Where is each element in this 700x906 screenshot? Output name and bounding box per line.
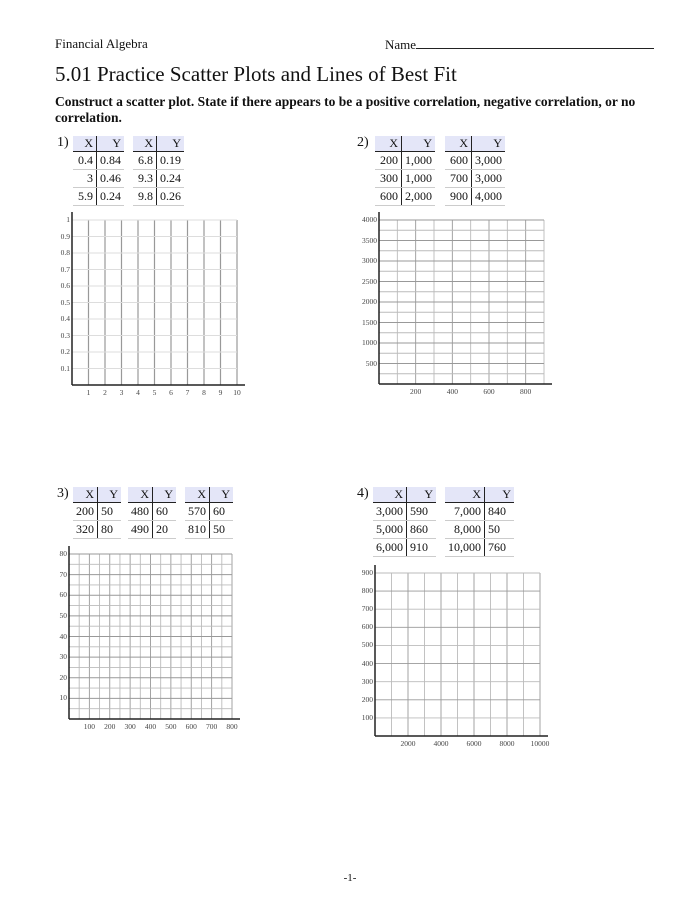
cell-y: 0.84 <box>97 152 125 170</box>
cell-y: 20 <box>153 521 177 539</box>
y-tick-label: 1500 <box>362 317 377 327</box>
col-header-x: X <box>133 136 157 152</box>
table-row <box>445 539 514 557</box>
cell-x: 3,000 <box>373 503 407 521</box>
cell-x: 480 <box>128 503 153 521</box>
cell-y: 3,000 <box>472 152 506 170</box>
data-table <box>73 487 121 539</box>
name-label: Name <box>385 37 417 52</box>
cell-x: 0.4 <box>73 152 97 170</box>
data-table <box>185 487 233 539</box>
y-tick-label: 0.1 <box>60 363 70 373</box>
y-tick-label: 0.7 <box>60 264 70 274</box>
table-row <box>185 503 233 521</box>
x-tick-label: 8000 <box>499 739 515 748</box>
y-tick-label: 2500 <box>362 276 377 286</box>
y-tick-label: 10 <box>59 693 67 703</box>
cell-x: 9.8 <box>133 188 157 206</box>
col-header-y: Y <box>98 487 122 503</box>
y-tick-label: 300 <box>361 676 373 686</box>
y-tick-label: 40 <box>59 631 67 641</box>
cell-x: 600 <box>375 188 402 206</box>
x-tick-label: 7 <box>185 388 190 397</box>
table-row <box>373 503 436 521</box>
cell-y: 1,000 <box>402 170 436 188</box>
table-row <box>445 188 505 206</box>
x-tick-label: 5 <box>152 388 157 397</box>
cell-x: 700 <box>445 170 472 188</box>
y-tick-label: 0.4 <box>60 314 70 323</box>
data-table <box>375 136 435 206</box>
col-header-y: Y <box>210 487 234 503</box>
table-row <box>133 152 184 170</box>
cell-y: 0.24 <box>97 188 125 206</box>
y-tick-label: 70 <box>59 569 67 579</box>
cell-y: 590 <box>407 503 437 521</box>
y-tick-label: 500 <box>361 640 373 650</box>
x-tick-label: 500 <box>165 722 177 731</box>
x-tick-label: 200 <box>104 722 116 731</box>
x-tick-label: 800 <box>226 722 238 731</box>
col-header-x: X <box>73 487 98 503</box>
cell-y: 3,000 <box>472 170 506 188</box>
x-tick-label: 2000 <box>400 739 416 748</box>
x-tick-label: 3 <box>119 388 124 397</box>
page-title: 5.01 Practice Scatter Plots and Lines of Best Fit <box>55 62 457 86</box>
cell-x: 5.9 <box>73 188 97 206</box>
data-table <box>445 136 505 206</box>
page-number: -1- <box>343 872 357 884</box>
cell-y: 50 <box>98 503 122 521</box>
cell-x: 200 <box>73 503 98 521</box>
y-tick-label: 0.9 <box>60 231 70 241</box>
x-tick-label: 200 <box>410 387 422 396</box>
table-row <box>133 170 184 188</box>
cell-x: 10,000 <box>445 539 485 557</box>
y-tick-label: 0.2 <box>60 347 70 356</box>
table-row <box>133 188 184 206</box>
y-tick-label: 60 <box>59 590 67 600</box>
y-tick-label: 30 <box>59 652 67 662</box>
cell-x: 6,000 <box>373 539 407 557</box>
y-tick-label: 400 <box>361 658 373 668</box>
course-name: Financial Algebra <box>55 36 148 51</box>
cell-x: 8,000 <box>445 521 485 539</box>
cell-x: 9.3 <box>133 170 157 188</box>
x-tick-label: 2 <box>103 388 107 397</box>
cell-x: 490 <box>128 521 153 539</box>
data-table <box>128 487 176 539</box>
y-tick-label: 0.3 <box>60 330 70 340</box>
x-tick-label: 600 <box>185 722 197 731</box>
y-tick-label: 1000 <box>362 338 377 347</box>
table-row <box>185 521 233 539</box>
x-tick-label: 700 <box>206 722 218 731</box>
col-header-y: Y <box>485 487 515 503</box>
col-header-y: Y <box>402 136 436 152</box>
data-table <box>445 487 514 557</box>
y-tick-label: 600 <box>361 622 373 632</box>
table-row <box>73 152 124 170</box>
y-tick-label: 80 <box>59 549 67 558</box>
y-tick-label: 3000 <box>362 256 377 265</box>
cell-y: 60 <box>153 503 177 521</box>
x-tick-label: 4 <box>136 388 140 397</box>
col-header-x: X <box>185 487 210 503</box>
cell-x: 5,000 <box>373 521 407 539</box>
data-table <box>373 487 436 557</box>
table-row <box>73 521 121 539</box>
y-tick-label: 0.6 <box>60 281 70 290</box>
cell-x: 600 <box>445 152 472 170</box>
data-table <box>133 136 184 206</box>
table-row <box>445 170 505 188</box>
cell-x: 300 <box>375 170 402 188</box>
x-tick-label: 10000 <box>530 739 550 748</box>
graph-grid-2[interactable] <box>377 212 554 388</box>
col-header-x: X <box>128 487 153 503</box>
y-tick-label: 200 <box>361 694 373 704</box>
table-row <box>375 188 435 206</box>
cell-y: 50 <box>485 521 515 539</box>
table-row <box>375 152 435 170</box>
cell-y: 80 <box>98 521 122 539</box>
problem-4-number: 4) <box>357 486 369 501</box>
cell-y: 4,000 <box>472 188 506 206</box>
cell-x: 3 <box>73 170 97 188</box>
x-tick-label: 800 <box>520 387 532 396</box>
table-row <box>445 503 514 521</box>
cell-x: 7,000 <box>445 503 485 521</box>
graph-grid-4[interactable] <box>373 565 550 740</box>
x-tick-label: 8 <box>202 388 206 397</box>
x-tick-label: 400 <box>446 387 458 396</box>
x-tick-label: 1 <box>86 388 91 397</box>
graph-grid-1[interactable] <box>70 212 247 389</box>
y-tick-label: 3500 <box>362 235 377 245</box>
cell-y: 1,000 <box>402 152 436 170</box>
y-tick-label: 900 <box>361 568 373 577</box>
data-table <box>73 136 124 206</box>
x-tick-label: 6 <box>169 388 173 397</box>
cell-y: 0.19 <box>157 152 185 170</box>
col-header-y: Y <box>407 487 437 503</box>
col-header-y: Y <box>97 136 125 152</box>
cell-y: 0.46 <box>97 170 125 188</box>
col-header-x: X <box>375 136 402 152</box>
x-tick-label: 10 <box>233 388 241 397</box>
cell-y: 860 <box>407 521 437 539</box>
cell-y: 910 <box>407 539 437 557</box>
y-tick-label: 0.8 <box>60 248 70 257</box>
x-tick-label: 400 <box>144 722 157 731</box>
cell-x: 570 <box>185 503 210 521</box>
table-row <box>73 503 121 521</box>
table-row <box>445 152 505 170</box>
y-tick-label: 500 <box>365 358 377 368</box>
y-tick-label: 800 <box>361 586 373 596</box>
col-header-x: X <box>445 136 472 152</box>
col-header-y: Y <box>157 136 185 152</box>
cell-y: 0.26 <box>157 188 185 206</box>
problem-1-number: 1) <box>57 135 69 150</box>
table-row <box>375 170 435 188</box>
graph-grid-3[interactable] <box>67 546 242 723</box>
name-field[interactable] <box>385 36 654 53</box>
table-row <box>73 170 124 188</box>
cell-x: 200 <box>375 152 402 170</box>
cell-y: 2,000 <box>402 188 436 206</box>
y-tick-label: 1 <box>66 215 70 224</box>
x-tick-label: 6000 <box>466 739 482 748</box>
col-header-y: Y <box>472 136 506 152</box>
y-tick-label: 20 <box>59 672 67 682</box>
table-row <box>128 521 176 539</box>
cell-y: 840 <box>485 503 515 521</box>
y-tick-label: 0.5 <box>60 297 70 307</box>
x-tick-label: 300 <box>124 722 136 731</box>
table-row <box>373 539 436 557</box>
x-tick-label: 600 <box>483 387 495 396</box>
col-header-x: X <box>73 136 97 152</box>
cell-x: 900 <box>445 188 472 206</box>
col-header-x: X <box>445 487 485 503</box>
problem-2-number: 2) <box>357 135 369 150</box>
cell-y: 760 <box>485 539 515 557</box>
y-tick-label: 100 <box>361 712 373 722</box>
table-row <box>445 521 514 539</box>
y-tick-label: 50 <box>59 610 67 620</box>
y-tick-label: 4000 <box>362 215 377 224</box>
y-tick-label: 700 <box>361 604 373 614</box>
x-tick-label: 9 <box>218 388 223 397</box>
col-header-x: X <box>373 487 407 503</box>
table-row <box>73 188 124 206</box>
y-tick-label: 2000 <box>362 297 377 306</box>
instructions: Construct a scatter plot. State if there appears to be a positive correlation, negative correlation, or no correlation. <box>55 94 636 125</box>
x-tick-label: 100 <box>83 722 95 731</box>
cell-x: 320 <box>73 521 98 539</box>
col-header-y: Y <box>153 487 177 503</box>
cell-y: 0.24 <box>157 170 185 188</box>
cell-y: 60 <box>210 503 234 521</box>
cell-x: 810 <box>185 521 210 539</box>
x-tick-label: 4000 <box>433 739 449 748</box>
problem-3-number: 3) <box>57 486 69 501</box>
cell-x: 6.8 <box>133 152 157 170</box>
table-row <box>373 521 436 539</box>
table-row <box>128 503 176 521</box>
cell-y: 50 <box>210 521 234 539</box>
